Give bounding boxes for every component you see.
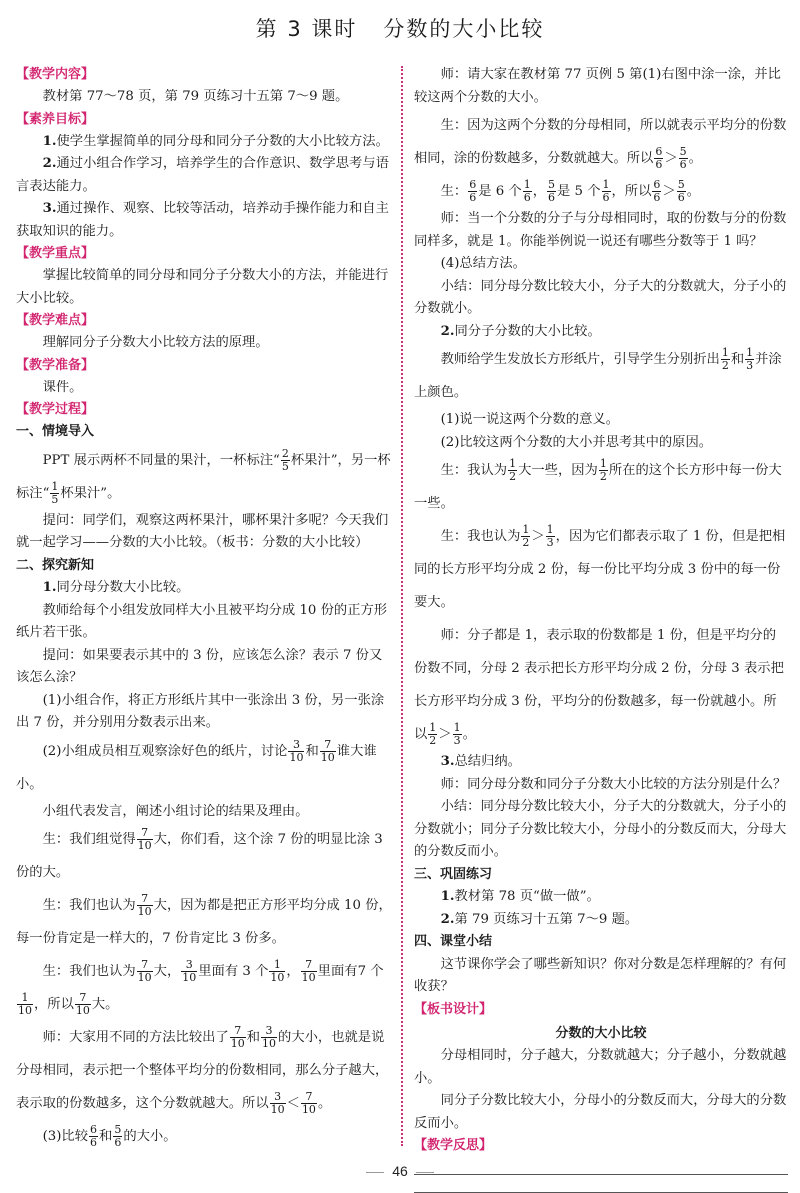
content-text: 教材第 77～78 页，第 79 页练习十五第 7～9 题。 (42, 89, 349, 104)
question-meaning: (1)说一说这两个分数的意义。 (440, 412, 619, 427)
student-3: 生：我们也认为 $\frac{7}{10}$ 大， $\frac{3}{10}$ 里面有 3 个 $\frac{1}{10}$ ， $\frac{7}{10}$ 里面有7 个 $\frac{1}{10}$ ，所以 $\frac{7}{10}$ 大。 (18, 958, 384, 1017)
heading-practice: 三、巩固练习 (414, 866, 493, 882)
student-2: 生：我们也认为 $\frac{7}{10}$ 大，因为都是把正方形平均分成 10 份，每一份肯定是一样大的，7 份肯定比 3 份多。 (16, 892, 392, 946)
activity-2: (2)小组成员相互观察涂好色的纸片，讨论 $\frac{3}{10}$ 和 $\frac{7}{10}$ 谁大谁小。 (16, 737, 377, 792)
student-7: 生：我也认为 $\frac{1}{2}$ ＞ $\frac{1}{3}$ ，因为它们都表示取了 1 份，但是把相同的长方形平均分成 2 份，每一份比平均分成 3 份中的每一份要大。 (414, 523, 786, 610)
student-1: 生：我们组觉得 $\frac{7}{10}$ 大，你们看，这个涂 7 份的明显比涂 3 份的大。 (16, 826, 383, 880)
activity-1: (1)小组合作，将正方形纸片其中一张涂出 3 份，另一张涂出 7 份，并分别用分数表示出来。 (16, 692, 385, 730)
goal-3: 3.通过操作、观察、比较等活动，培养动手操作能力和自主获取知识的能力。 (16, 201, 389, 239)
representative-text: 小组代表发言，阐述小组讨论的结果及理由。 (42, 803, 309, 819)
question-1: 提问：同学们，观察这两杯果汁，哪杯果汁多呢？今天我们就一起学习——分数的大小比较。（板书：分数的大小比较） (16, 512, 389, 550)
student-5: 生： $\frac{6}{6}$ 是 6 个 $\frac{1}{6}$ ， $\frac{5}{6}$ 是 5 个 $\frac{1}{6}$ ，所以 $\frac{6}{6}$ ＞ $\frac{5}{6}$ 。 (440, 178, 700, 204)
step-2-title: 2.同分子分数的大小比较。 (440, 323, 601, 339)
page-number: 46 (0, 1160, 800, 1183)
board-line-1: 分母相同时，分子越大，分数就越大；分子越小，分数就越小。 (414, 1048, 787, 1086)
activity-4: (4)总结方法。 (440, 256, 526, 271)
summary-2: 小结：同分母分数比较大小，分子大的分数就大，分子小的分数就小；同分子分数比较大小，分母小的分数反而大，分母大的分数反而小。 (414, 799, 787, 859)
prep-text: 课件。 (42, 379, 83, 395)
practice-2: 2.第 79 页练习十五第 7～9 题。 (440, 911, 639, 927)
fraction-1-5: $\frac{1}{5}$ (51, 479, 59, 506)
left-column (16, 64, 392, 1153)
teacher-4: 师：分子都是 1，表示取的份数都是 1 份，但是平均分的份数不同，分母 2 表示把长方形平均分成 2 份，分母 3 表示把长方形平均分成 3 份，平均分的份数越多，每一份就越小。所以 $\frac{1}{2}$ ＞ $\frac{1}{3}$ 。 (414, 628, 784, 747)
column-divider (401, 66, 403, 1146)
goal-1: 1.使学生掌握简单的同分母和同分子分数的大小比较方法。 (42, 133, 389, 149)
section-key-points: 【教学重点】 (16, 246, 95, 261)
teacher-3: 师：当一个分数的分子与分母相同时，取的份数与分的份数同样多，就是 1。你能举例说一说还有哪些分数等于 1 吗？ (414, 211, 787, 249)
teacher-5: 师：同分母分数和同分子分数大小比较的方法分别是什么？ (440, 776, 787, 792)
fraction-2-5: $\frac{2}{5}$ (281, 446, 289, 473)
intro-paragraph: PPT 展示两杯不同量的果汁，一杯标注“ $\frac{2}{5}$ 杯果汁”，另一杯标注“ $\frac{1}{5}$ 杯果汁”。 (16, 446, 391, 506)
section-teaching-content: 【教学内容】 (16, 67, 95, 82)
right-column (414, 64, 788, 1193)
summary-1: 小结：同分母分数比较大小，分子大的分数就大，分子小的分数就小。 (414, 278, 787, 316)
section-process: 【教学过程】 (16, 402, 95, 417)
board-title: 分数的大小比较 (555, 1025, 647, 1041)
heading-summary: 四、课堂小结 (414, 934, 493, 949)
hand-out-text: 教师给每个小组发放同样大小且被平均分成 10 份的正方形纸片若干张。 (16, 602, 388, 640)
section-preparation: 【教学准备】 (16, 357, 95, 373)
key-text: 掌握比较简单的同分母和同分子分数大小的方法，并能进行大小比较。 (16, 268, 389, 306)
practice-1: 1.教材第 78 页“做一做”。 (440, 889, 600, 904)
difficulty-text: 理解同分子分数大小比较方法的原理。 (42, 335, 269, 350)
activity-3: (3)比较 $\frac{6}{6}$ 和 $\frac{5}{6}$ 的大小。 (42, 1123, 177, 1149)
class-summary: 这节课你学会了哪些新知识？你对分数是怎样理解的？有何收获？ (414, 956, 787, 994)
section-goals: 【素养目标】 (16, 111, 95, 127)
question-2: 提问：如果要表示其中的 3 份，应该怎么涂？表示 7 份又该怎么涂？ (16, 647, 383, 685)
section-reflection: 【教学反思】 (414, 1138, 493, 1153)
goal-2: 2.通过小组合作学习，培养学生的合作意识、数学思考与语言表达能力。 (16, 156, 389, 194)
hand-out-2: 教师给学生发放长方形纸片，引导学生分别折出 $\frac{1}{2}$ 和 $\frac{1}{3}$ 并涂上颜色。 (414, 346, 782, 400)
teacher-2: 师：请大家在教材第 77 页例 5 第(1)右图中涂一涂，并比较这两个分数的大小。 (414, 67, 781, 105)
heading-intro: 一、情境导入 (16, 424, 95, 439)
heading-explore: 二、探究新知 (16, 557, 95, 573)
question-compare: (2)比较这两个分数的大小并思考其中的原因。 (440, 434, 713, 450)
teacher-1: 师：大家用不同的方法比较出了 $\frac{7}{10}$ 和 $\frac{3}{10}$ 的大小，也就是说分母相同，表示把一个整体平均分的份数相同，那么分子越大，表示取的份数越多，这个分数就越大。所以 $\frac{3}{10}$ ＜ $\frac{7}{10}$ 。 (16, 1024, 389, 1116)
student-6: 生：我认为 $\frac{1}{2}$ 大一些，因为 $\frac{1}{2}$ 所在的这个长方形中每一份大一些。 (414, 457, 782, 511)
page-title: 第 3 课时 分数的大小比较 (255, 17, 545, 41)
section-difficulty: 【教学难点】 (16, 313, 95, 328)
board-line-2: 同分子分数比较大小，分母小的分数反而大，分母大的分数反而小。 (414, 1093, 787, 1131)
student-4: 生：因为这两个分数的分母相同，所以就表示平均分的份数相同，涂的份数越多，分数就越大。所以 $\frac{6}{6}$ ＞ $\frac{5}{6}$ 。 (414, 118, 787, 171)
section-board-design: 【板书设计】 (414, 1001, 493, 1017)
step-3-title: 3.总结归纳。 (440, 754, 521, 769)
step-1-title: 1.同分母分数大小比较。 (42, 580, 190, 595)
